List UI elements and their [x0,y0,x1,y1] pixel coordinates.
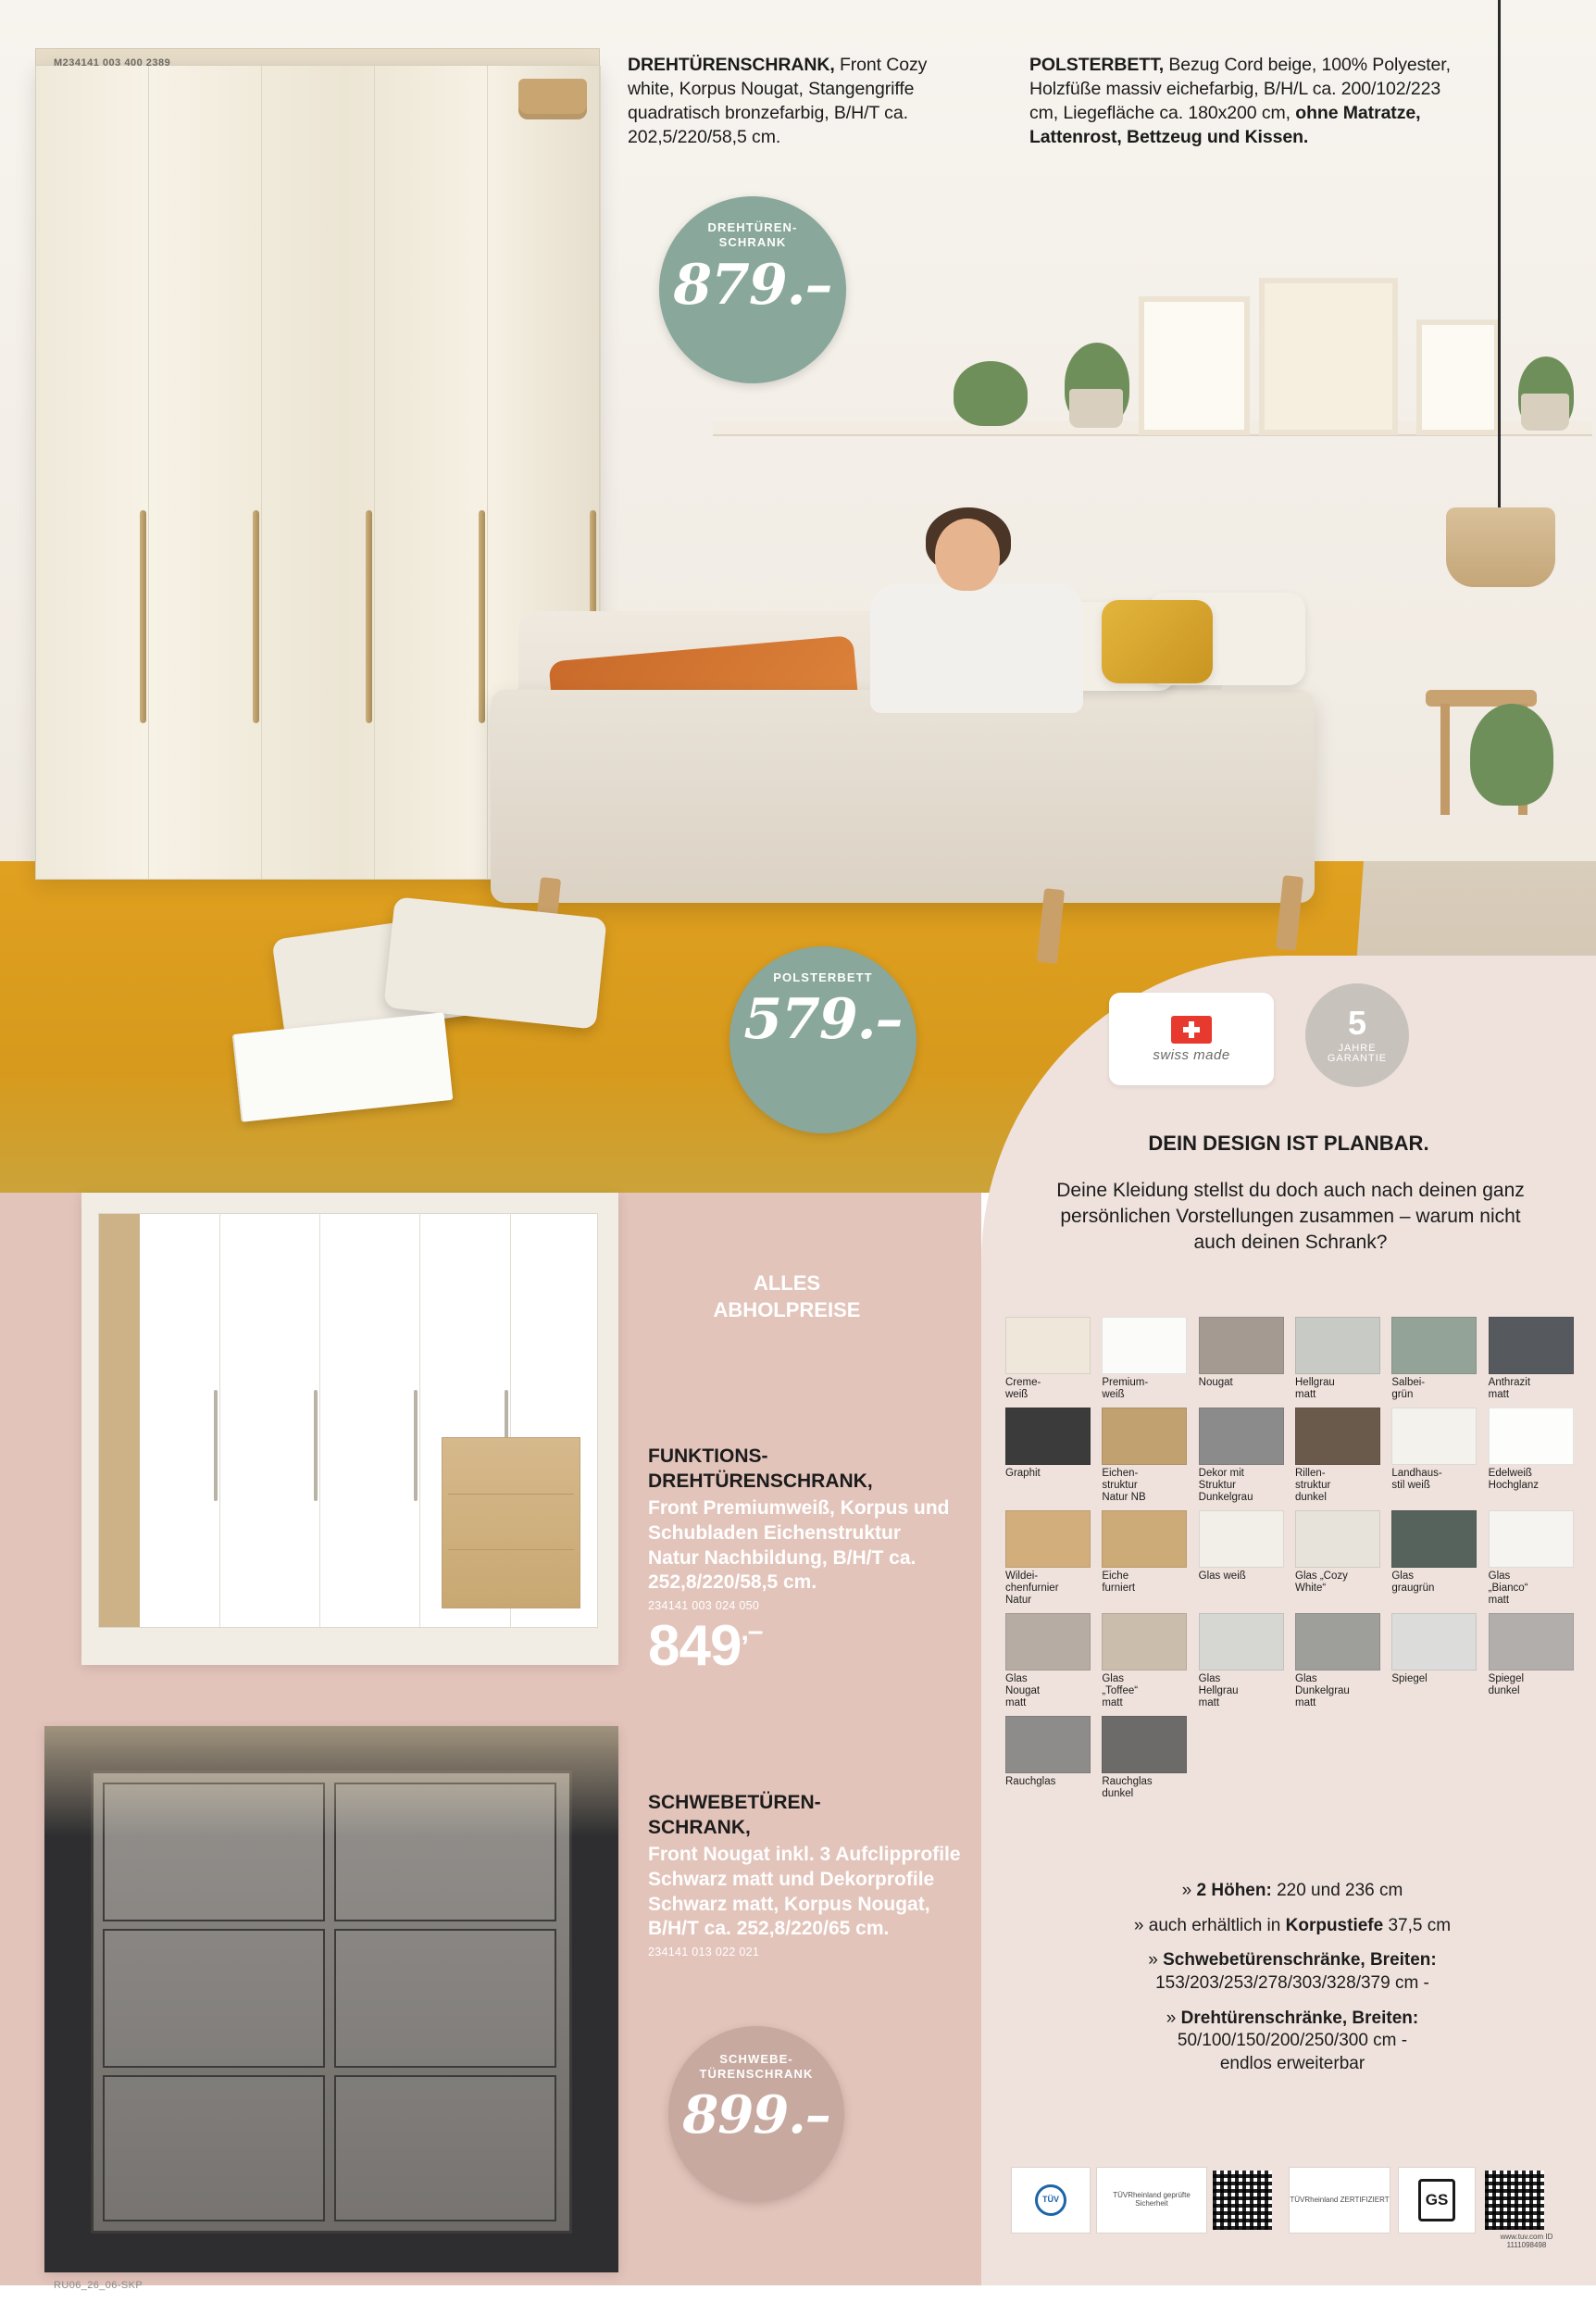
swatch-item[interactable] [1102,1613,1191,1710]
swatch-color-chip [1295,1317,1380,1374]
swatch-color-chip [1005,1510,1091,1568]
product2-code: 234141 013 022 021 [648,1946,760,1959]
swatch-grid [1005,1317,1579,1800]
pendant-lamp-shade [1446,507,1555,587]
swatch-label: Rillen- struktur dunkel [1295,1467,1331,1504]
swatch-color-chip [1102,1408,1187,1465]
swatch-color-chip [1199,1317,1284,1374]
bed-base [491,690,1315,903]
swatch-item[interactable] [1391,1613,1480,1710]
swatch-item[interactable] [1295,1317,1384,1402]
swatch-label: Glas „Cozy White“ [1295,1570,1348,1594]
swatch-color-chip [1489,1510,1574,1568]
swiss-made-badge [1109,993,1274,1085]
swatch-label: Nougat [1198,1377,1233,1388]
swatch-label: Graphit [1005,1467,1041,1479]
swatch-label: Edelweiß Hochglanz [1488,1467,1539,1491]
alles-abholpreise-label: ALLES ABHOLPREISE [713,1271,861,1321]
swatch-item[interactable] [1005,1510,1094,1608]
price-badge-label: DREHTÜREN- SCHRANK [707,220,798,250]
plant-pot-2 [1521,394,1569,431]
panel-title: DEIN DESIGN IST PLANBAR. [1148,1132,1429,1155]
swatch-label: Landhaus- stil weiß [1391,1467,1442,1491]
product1-body: Front Premiumweiß, Korpus und Schubladen Eichenstruktur Natur Nachbildung, B/H/T ca. 252,8/220/58,5 cm. [648,1496,950,1594]
swatch-color-chip [1295,1510,1380,1568]
qr-code-2 [1485,2171,1544,2230]
warranty-line2: GARANTIE [1327,1053,1388,1065]
swiss-flag-icon [1171,1016,1212,1044]
swatch-item[interactable] [1295,1408,1384,1505]
swatch-item[interactable] [1295,1510,1384,1608]
price-badge-schwebetuerenschrank [668,2026,844,2202]
swatch-color-chip [1102,1716,1187,1773]
swatch-item[interactable] [1391,1510,1480,1608]
swatch-label: Anthrazit matt [1488,1377,1531,1401]
swatch-item[interactable] [1489,1317,1577,1402]
pendant-lamp-cord [1498,0,1501,519]
swatch-item[interactable] [1489,1408,1577,1505]
price-badge-value: 579.– [743,987,903,1053]
feature-bullet: » Drehtürenschränke, Breiten: 50/100/150/200/250/300 cm - endlos erweiterbar [1166,2008,1419,2074]
swatch-color-chip [1102,1510,1187,1568]
person-body [870,583,1083,713]
swatch-label: Spiegel dunkel [1488,1672,1525,1696]
swatch-item[interactable] [1199,1613,1288,1710]
certification-logos [1011,2158,1576,2259]
swatch-item[interactable] [1199,1317,1288,1402]
tuv-cert-2 [1289,2167,1390,2234]
swatch-color-chip [1005,1408,1091,1465]
feature-bullets [1005,1880,1579,2088]
product1-code: 234141 003 024 050 [648,1599,760,1613]
swatch-item[interactable] [1391,1408,1480,1505]
swatch-color-chip [1199,1510,1284,1568]
schwebetuerenschrank-photo [44,1726,618,2272]
swatch-label: Salbei- grün [1391,1377,1426,1401]
cert-text-2: TÜVRheinland ZERTIFIZIERT [1290,2195,1390,2204]
top-product-code: M234141 003 400 2389 [54,57,171,69]
cert-text-block [1096,2167,1207,2234]
swatch-color-chip [1295,1613,1380,1671]
swatch-label: Glas Nougat matt [1005,1672,1041,1709]
tuv-icon-1: TÜV [1035,2184,1066,2216]
swatch-label: Glas graugrün [1391,1570,1435,1594]
swatch-item[interactable] [1199,1510,1288,1608]
bed-pillow-yellow [1102,600,1213,683]
price-badge-label: POLSTERBETT [773,970,873,984]
product2-text [648,1791,963,1958]
footer-code: RU06_26_06-SKP [54,2280,143,2291]
swatch-label: Glas „Bianco“ matt [1488,1570,1528,1607]
qr-caption: www.tuv.com ID 1111098498 [1500,2233,1553,2249]
product1-headline: FUNKTIONS- DREHTÜRENSCHRANK, [648,1445,873,1492]
swatch-color-chip [1005,1716,1091,1773]
hanging-plant [954,361,1028,426]
swatch-color-chip [1391,1510,1477,1568]
cert-text: TÜVRheinland geprüfte Sicherheit [1113,2191,1191,2208]
wall-picture-1 [1139,296,1250,435]
swatch-label: Eiche furniert [1102,1570,1136,1594]
swatch-color-chip [1199,1613,1284,1671]
swatch-item[interactable] [1005,1716,1094,1801]
swatch-item[interactable] [1489,1510,1577,1608]
qr-code-1 [1213,2171,1272,2230]
swatch-color-chip [1102,1317,1187,1374]
swatch-item[interactable] [1005,1613,1094,1710]
warranty-line1: JAHRE [1338,1042,1377,1054]
plant-floor [1470,704,1553,806]
wall-picture-2 [1259,278,1398,435]
swatch-color-chip [1005,1613,1091,1671]
swatch-color-chip [1102,1613,1187,1671]
feature-bullet: » 2 Höhen: 220 und 236 cm [1181,1881,1403,1900]
swatch-item[interactable] [1005,1408,1094,1505]
product1-price-suffix: ,– [741,1616,763,1647]
swatch-label: Dekor mit Struktur Dunkelgrau [1198,1467,1253,1504]
product1-text [648,1445,954,1679]
swatch-label: Rauchglas [1005,1775,1056,1787]
swatch-item[interactable] [1295,1613,1384,1710]
swatch-label: Glas weiß [1198,1570,1246,1582]
swatch-item[interactable] [1102,1408,1191,1505]
swatch-label: Rauchglas dunkel [1102,1775,1153,1799]
side-table-leg-1 [1440,704,1450,815]
swatch-label: Glas Hellgrau matt [1198,1672,1239,1709]
wall-picture-3 [1416,319,1500,435]
warranty-badge [1305,983,1409,1087]
decor-basket [518,79,587,119]
price-badge-polsterbett [729,946,916,1133]
swatch-item[interactable] [1102,1317,1191,1402]
feature-bullet: » Schwebetürenschränke, Breiten: 153/203/253/278/303/328/379 cm - [1148,1950,1437,1994]
plant-pot-1 [1069,389,1123,428]
swatch-item[interactable] [1005,1317,1094,1402]
swatch-label: Hellgrau matt [1295,1377,1335,1401]
swatch-label: Spiegel [1391,1672,1428,1684]
swatch-item[interactable] [1102,1716,1191,1801]
product1-price-value: 849 [648,1614,742,1679]
swatch-item[interactable] [1391,1317,1480,1402]
product1-price [648,1614,954,1679]
swatch-label: Creme- weiß [1005,1377,1041,1401]
tuv-cert-1 [1011,2167,1091,2234]
gs-icon: GS [1418,2179,1455,2221]
swatch-label: Glas Dunkelgrau matt [1295,1672,1350,1709]
price-badge-drehtuerenschrank [659,196,846,383]
swatch-color-chip [1391,1408,1477,1465]
swatch-color-chip [1489,1408,1574,1465]
swatch-label: Premium- weiß [1102,1377,1149,1401]
swatch-color-chip [1489,1317,1574,1374]
swatch-color-chip [1489,1613,1574,1671]
funktions-drehtuerenschrank-photo [81,1193,618,1665]
swatch-label: Glas „Toffee“ matt [1102,1672,1139,1709]
swatch-color-chip [1295,1408,1380,1465]
swatch-item[interactable] [1102,1510,1191,1608]
person-head [935,519,1000,591]
bed-description: POLSTERBETT, Bezug Cord beige, 100% Polyester, Holzfüße massiv eichefarbig, B/H/L ca. 200/102/223 cm, Liegefläche ca. 180x200 cm, ohne Matratze, Lattenrost, Bettzeug und Kissen. [1029,55,1451,147]
product2-headline: SCHWEBETÜREN- SCHRANK, [648,1792,821,1838]
swatch-color-chip [1005,1317,1091,1374]
bottom-white-strip [0,2285,1596,2315]
wardrobe-description: DREHTÜRENSCHRANK, Front Cozy white, Korpus Nougat, Stangengriffe quadratisch bronzefarbig, B/H/T ca. 202,5/220/58,5 cm. [628,55,928,147]
warranty-number: 5 [1347,1004,1367,1043]
feature-bullet: » auch erhältlich in Korpustiefe 37,5 cm [1133,1915,1452,1935]
swatch-label: Wildei- chenfurnier Natur [1005,1570,1059,1607]
swatch-label: Eichen- struktur Natur NB [1102,1467,1146,1504]
product2-body: Front Nougat inkl. 3 Aufclipprofile Schwarz matt und Dekorprofile Schwarz matt, Korpus Nougat, B/H/T ca. 252,8/220/65 cm. [648,1843,961,1940]
price-badge-value: 879.– [673,252,832,318]
gs-cert [1398,2167,1476,2234]
floor-cushion-2 [383,896,606,1029]
price-badge-value: 899.– [682,2084,830,2146]
panel-subtitle: Deine Kleidung stellst du doch auch nach deinen ganz persönlichen Vorstellungen zusammen – warum nicht auch deinen Schrank? [1056,1180,1525,1254]
swatch-item[interactable] [1489,1613,1577,1710]
swatch-color-chip [1199,1408,1284,1465]
price-badge-label: SCHWEBE- TÜRENSCHRANK [699,2052,814,2082]
swiss-made-label: swiss made [1153,1046,1230,1063]
swatch-color-chip [1391,1317,1477,1374]
swatch-color-chip [1391,1613,1477,1671]
swatch-item[interactable] [1199,1408,1288,1505]
qr-caption-box [1485,2232,1568,2252]
